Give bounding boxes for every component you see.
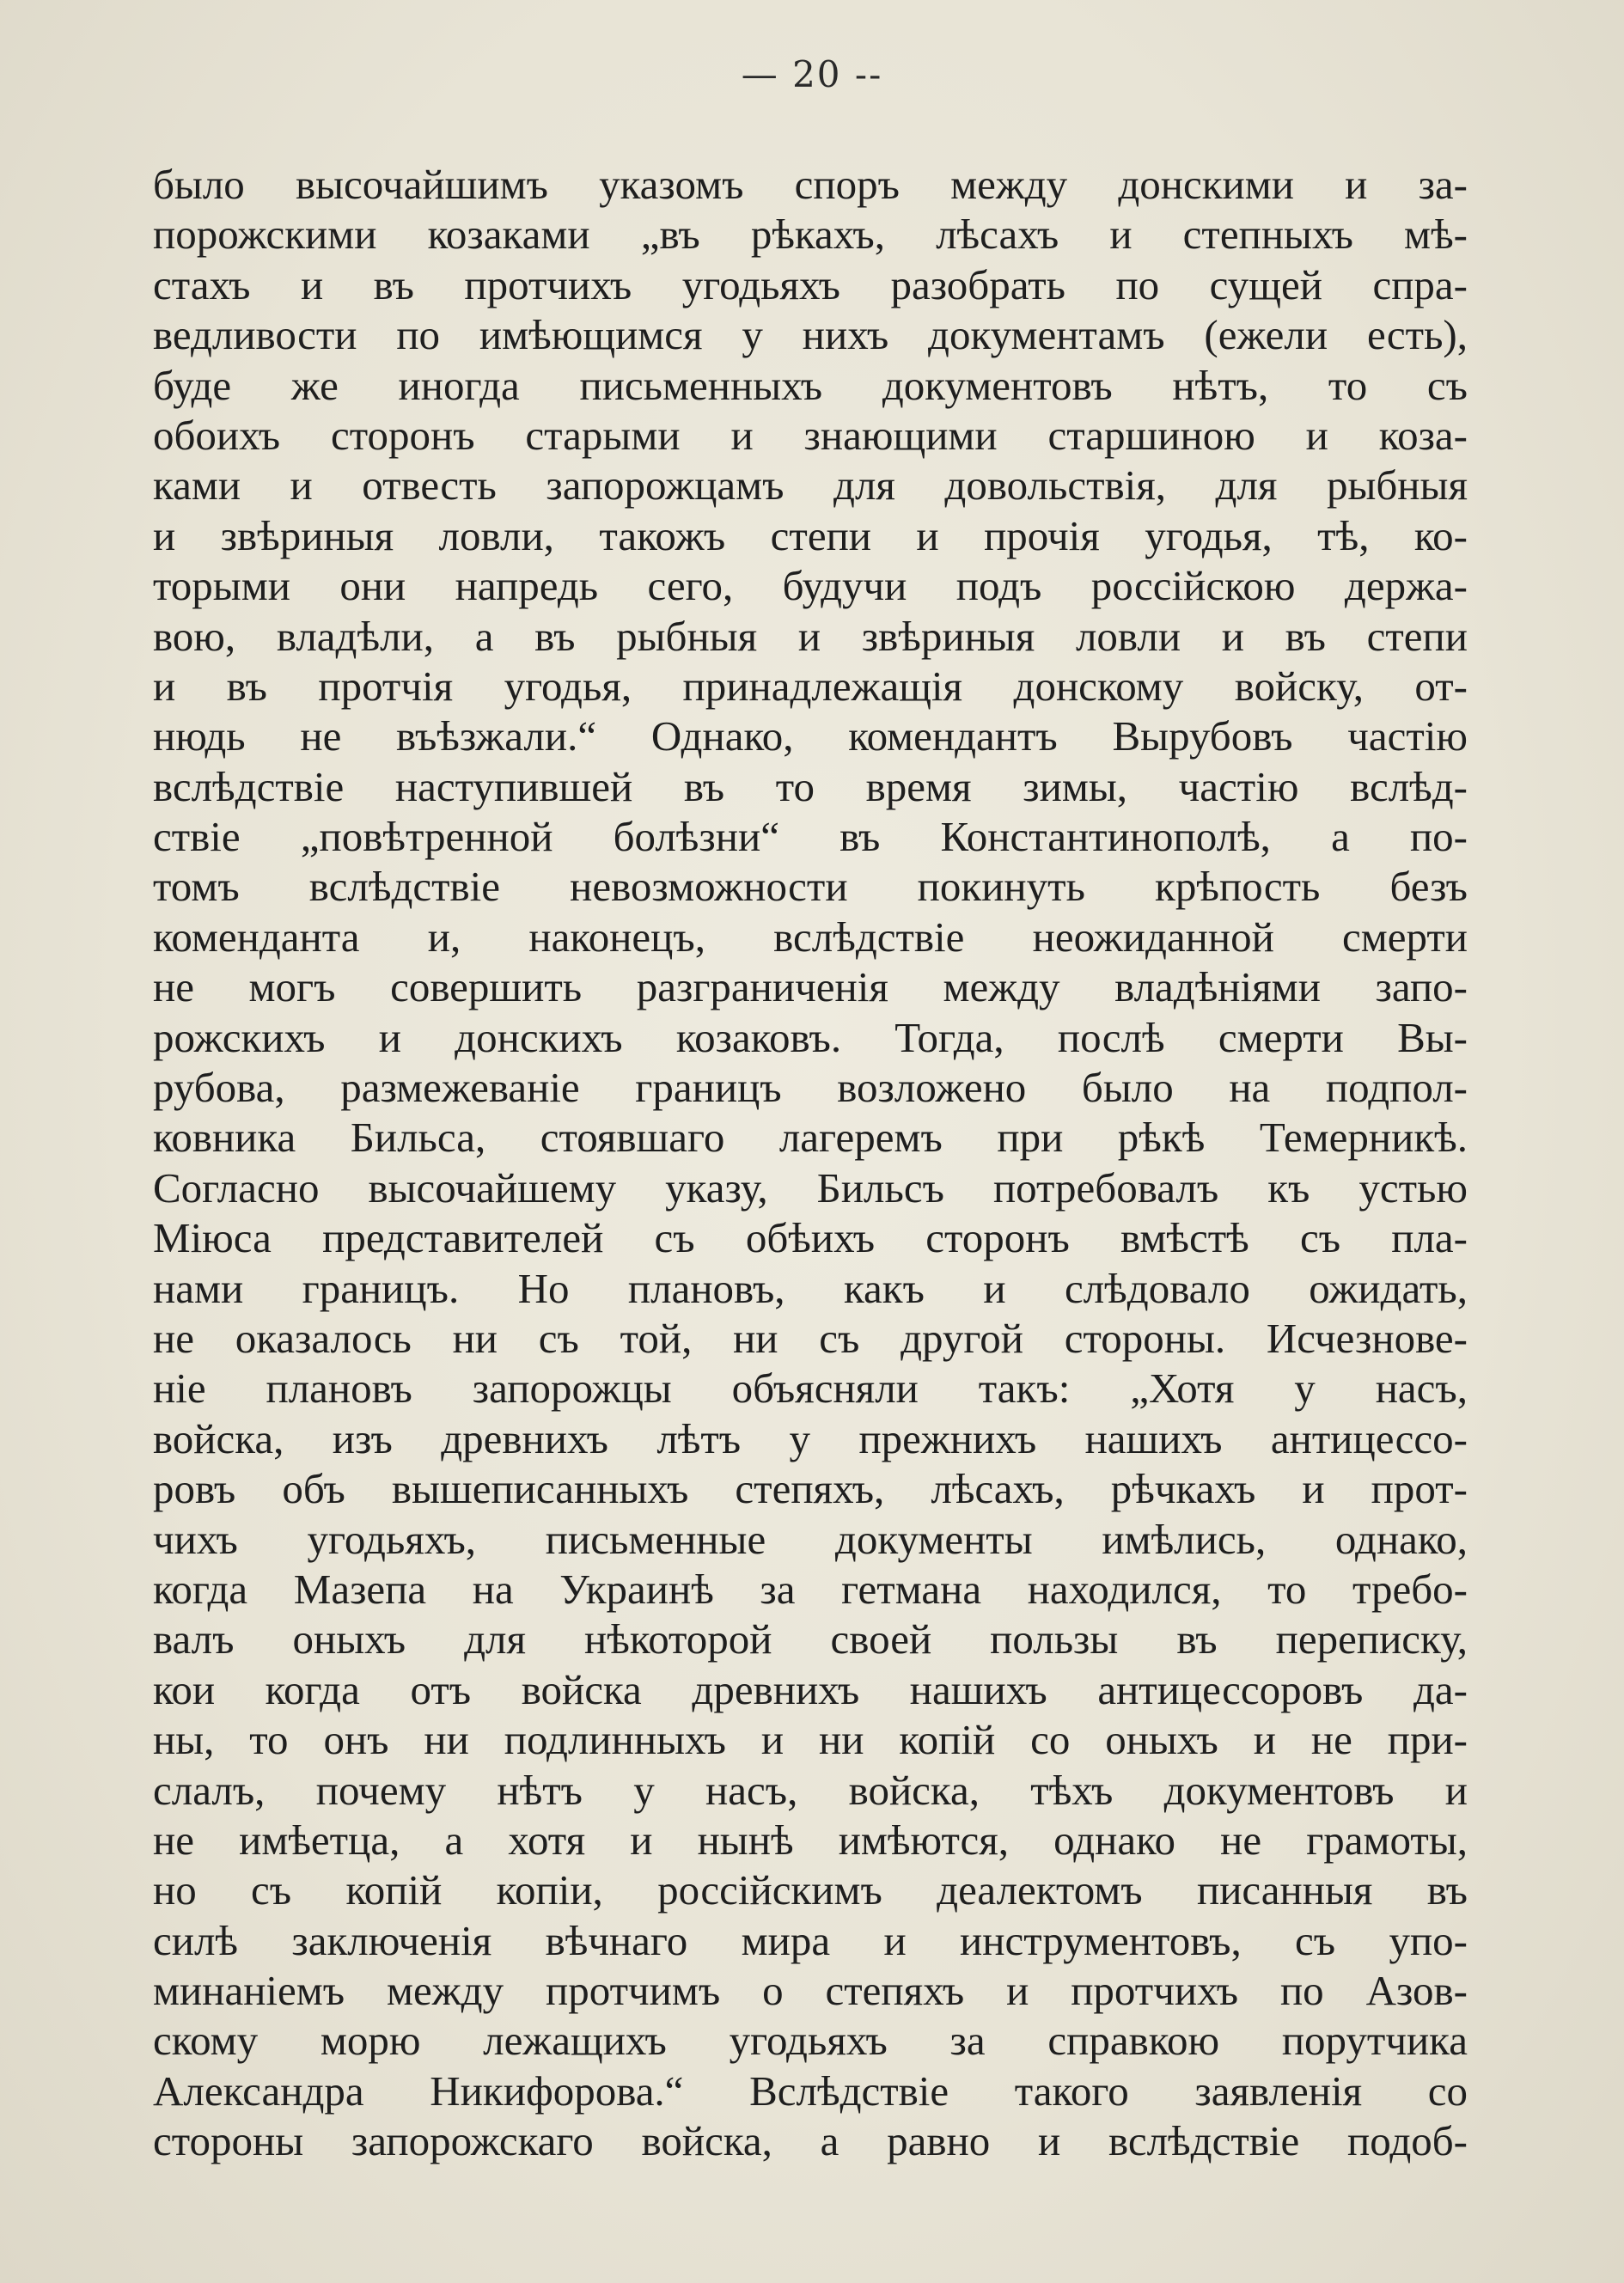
text-line: ведливости по имѣющимся у нихъ документамъ (ежели есть), [153, 311, 1468, 359]
text-line: ніе плановъ запорожцы объясняли такъ: „Хотя у насъ, [153, 1364, 1468, 1413]
text-line: вою, владѣли, а въ рыбныя и звѣриныя ловли и въ степи [153, 612, 1468, 660]
page-number: — 20 -- [741, 53, 883, 95]
text-line: скому морю лежащихъ угодьяхъ за справкою порутчика [153, 2017, 1468, 2065]
text-line: коменданта и, наконецъ, вслѣдствіе неожиданной смерти [153, 913, 1468, 961]
text-line: не оказалось ни съ той, ни съ другой стороны. Исчезнове- [153, 1314, 1468, 1362]
text-line: не имѣетца, а хотя и нынѣ имѣются, однако не грамоты, [153, 1816, 1468, 1864]
text-line: кои когда отъ войска древнихъ нашихъ антицессоровъ да- [153, 1665, 1468, 1713]
text-line: минаніемъ между протчимъ о степяхъ и протчихъ по Азов- [153, 1967, 1468, 2015]
body-text [153, 160, 1468, 2167]
text-line: ствіе „повѣтренной болѣзни“ въ Константинополѣ, а по- [153, 813, 1468, 861]
text-line: и въ протчія угодья, принадлежащія донскому войску, от- [153, 662, 1468, 710]
text-line: силѣ заключенія вѣчнаго мира и инструментовъ, съ упо- [153, 1916, 1468, 1964]
text-line: валъ оныхъ для нѣкоторой своей пользы въ переписку, [153, 1615, 1468, 1663]
text-line: чихъ угодьяхъ, письменные документы имѣлись, однако, [153, 1515, 1468, 1563]
text-line: Согласно высочайшему указу, Бильсъ потребовалъ къ устью [153, 1163, 1468, 1212]
text-line: ками и отвесть запорожцамъ для довольствія, для рыбныя [153, 461, 1468, 510]
text-line: Міюса представителей съ обѣихъ сторонъ вмѣстѣ съ пла- [153, 1214, 1468, 1262]
text-line: нюдь не въѣзжали.“ Однако, комендантъ Вырубовъ частію [153, 712, 1468, 760]
text-line: ны, то онъ ни подлинныхъ и ни копій со оныхъ и не при- [153, 1716, 1468, 1764]
text-line: но съ копій копіи, россійскимъ деалектомъ писанныя въ [153, 1866, 1468, 1914]
text-line: войска, изъ древнихъ лѣтъ у прежнихъ нашихъ антицессо- [153, 1414, 1468, 1462]
text-line: было высочайшимъ указомъ споръ между донскими и за- [153, 161, 1468, 208]
text-line: стахъ и въ протчихъ угодьяхъ разобрать по сущей спра- [153, 260, 1468, 308]
text-line: томъ вслѣдствіе невозможности покинуть крѣпость безъ [153, 863, 1468, 911]
text-line: буде же иногда письменныхъ документовъ нѣтъ, то съ [153, 361, 1468, 409]
text-line: Александра Никифорова.“ Вслѣдствіе такого заявленія со [153, 2066, 1468, 2115]
text-line: стороны запорожскаго войска, а равно и вслѣдствіе подоб- [153, 2117, 1468, 2165]
text-line: торыми они напредь сего, будучи подъ россійскою держа- [153, 562, 1468, 610]
text-line: порожскими козаками „въ рѣкахъ, лѣсахъ и степныхъ мѣ- [153, 211, 1468, 259]
text-line: нами границъ. Но плановъ, какъ и слѣдовало ожидать, [153, 1264, 1468, 1312]
text-line: не могъ совершить разграниченія между владѣніями запо- [153, 963, 1468, 1011]
text-line: слалъ, почему нѣтъ у насъ, войска, тѣхъ документовъ и [153, 1766, 1468, 1814]
text-line: рожскихъ и донскихъ козаковъ. Тогда, послѣ смерти Вы- [153, 1013, 1468, 1061]
text-line: вслѣдствіе наступившей въ то время зимы, частію вслѣд- [153, 762, 1468, 810]
text-line: ровъ объ вышеписанныхъ степяхъ, лѣсахъ, рѣчкахъ и прот- [153, 1465, 1468, 1513]
text-line: ковника Бильса, стоявшаго лагеремъ при рѣкѣ Темерникѣ. [153, 1114, 1468, 1162]
text-line: и звѣриныя ловли, такожъ степи и прочія угодья, тѣ, ко- [153, 511, 1468, 559]
text-line: рубова, размежеваніе границъ возложено было на подпол- [153, 1064, 1468, 1112]
text-line: обоихъ сторонъ старыми и знающими старшиною и коза- [153, 411, 1468, 459]
text-line: когда Мазепа на Украинѣ за гетмана находился, то требо- [153, 1565, 1468, 1613]
